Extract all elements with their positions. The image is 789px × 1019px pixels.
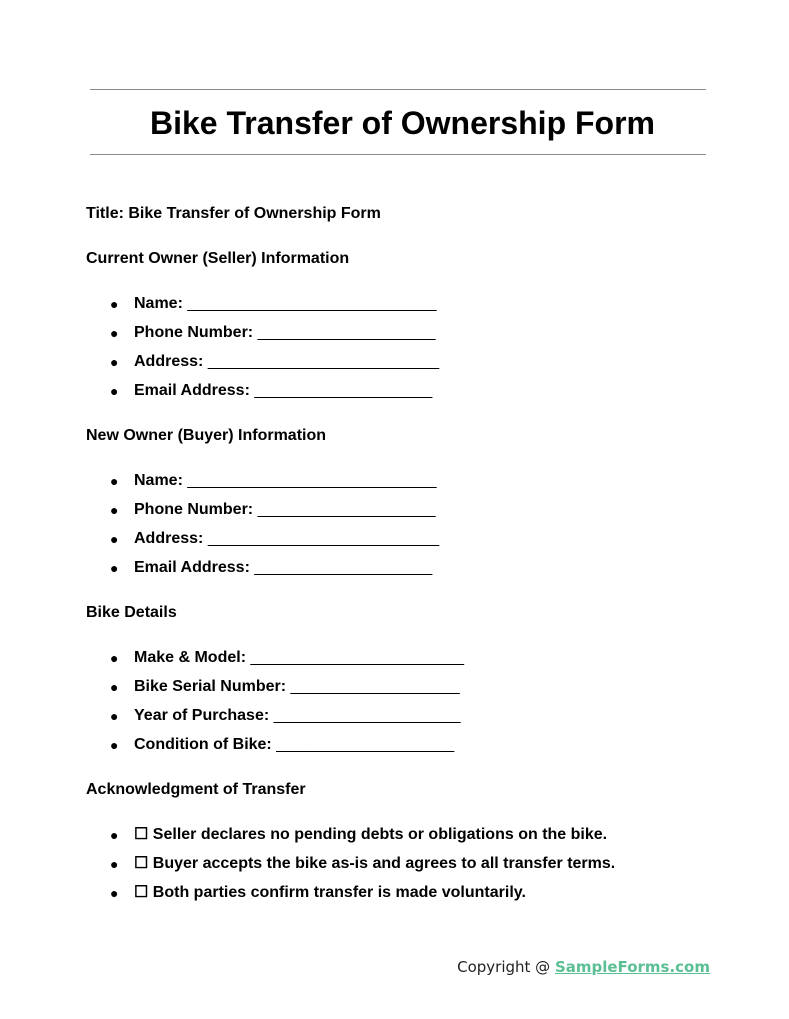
check-text: Buyer accepts the bike as-is and agrees to all transfer terms.	[152, 855, 616, 872]
year-of-purchase-field[interactable]	[86, 706, 726, 726]
bullet-icon: ●	[110, 296, 119, 312]
fill-blank[interactable]: __________________________	[207, 530, 440, 547]
top-divider	[90, 89, 706, 90]
copyright-footer	[457, 957, 710, 977]
ack-check-seller[interactable]	[86, 825, 726, 845]
field-label: Phone Number:	[134, 501, 254, 518]
buyer-email-field[interactable]	[86, 558, 726, 578]
field-label: Make & Model:	[134, 649, 247, 666]
section-heading-buyer: New Owner (Buyer) Information	[86, 427, 327, 444]
field-label: Year of Purchase:	[134, 707, 270, 724]
field-label: Address:	[134, 530, 204, 547]
section-heading-seller: Current Owner (Seller) Information	[86, 250, 350, 267]
fill-blank[interactable]: ____________________	[257, 501, 436, 518]
fill-blank[interactable]: ________________________	[250, 649, 465, 666]
bullet-icon: ●	[110, 383, 119, 399]
buyer-address-field[interactable]	[86, 529, 726, 549]
field-label: Name:	[134, 472, 183, 489]
field-label: Address:	[134, 353, 204, 370]
make-model-field[interactable]	[86, 648, 726, 668]
bike-detail-fields	[86, 648, 726, 755]
fill-blank[interactable]: _____________________	[273, 707, 461, 724]
field-label: Bike Serial Number:	[134, 678, 287, 695]
seller-phone-field[interactable]	[86, 323, 726, 343]
seller-fields	[86, 294, 726, 401]
field-label: Email Address:	[134, 559, 250, 576]
fill-blank[interactable]: ___________________	[290, 678, 460, 695]
field-label: Phone Number:	[134, 324, 254, 341]
ack-check-voluntary[interactable]	[86, 883, 726, 903]
bullet-icon: ●	[110, 354, 119, 370]
seller-name-field[interactable]	[86, 294, 726, 314]
fill-blank[interactable]: ____________________________	[187, 295, 437, 312]
bullet-icon: ●	[110, 560, 119, 576]
bullet-icon: ●	[110, 856, 119, 872]
copyright-text: Copyright @	[457, 958, 555, 976]
bullet-icon: ●	[110, 679, 119, 695]
title-line: Title: Bike Transfer of Ownership Form	[86, 205, 381, 222]
check-text: Seller declares no pending debts or obligations on the bike.	[152, 826, 608, 843]
sampleforms-link[interactable]: SampleForms.com	[554, 958, 710, 976]
field-label: Email Address:	[134, 382, 250, 399]
seller-email-field[interactable]	[86, 381, 726, 401]
section-heading-acknowledgment: Acknowledgment of Transfer	[86, 781, 306, 798]
bullet-icon: ●	[110, 650, 119, 666]
checkbox-icon[interactable]: ☐	[134, 826, 149, 843]
bullet-icon: ●	[110, 885, 119, 901]
serial-number-field[interactable]	[86, 677, 726, 697]
bullet-icon: ●	[110, 531, 119, 547]
bottom-divider	[90, 154, 706, 155]
checkbox-icon[interactable]: ☐	[134, 884, 149, 901]
bullet-icon: ●	[110, 737, 119, 753]
fill-blank[interactable]: ____________________	[254, 382, 433, 399]
bullet-icon: ●	[110, 708, 119, 724]
fill-blank[interactable]: ____________________	[257, 324, 436, 341]
bullet-icon: ●	[110, 502, 119, 518]
section-heading-bike-details: Bike Details	[86, 604, 177, 621]
checkbox-icon[interactable]: ☐	[134, 855, 149, 872]
seller-address-field[interactable]	[86, 352, 726, 372]
buyer-name-field[interactable]	[86, 471, 726, 491]
buyer-fields	[86, 471, 726, 578]
fill-blank[interactable]: ____________________	[254, 559, 433, 576]
field-label: Condition of Bike:	[134, 736, 272, 753]
buyer-phone-field[interactable]	[86, 500, 726, 520]
field-label: Name:	[134, 295, 183, 312]
form-body	[86, 204, 726, 928]
bullet-icon: ●	[110, 325, 119, 341]
acknowledgment-checks	[86, 825, 726, 903]
bullet-icon: ●	[110, 827, 119, 843]
check-text: Both parties confirm transfer is made voluntarily.	[152, 884, 526, 901]
fill-blank[interactable]: __________________________	[207, 353, 440, 370]
fill-blank[interactable]: ____________________________	[187, 472, 437, 489]
bullet-icon: ●	[110, 473, 119, 489]
ack-check-buyer[interactable]	[86, 854, 726, 874]
condition-field[interactable]	[86, 735, 726, 755]
document-title: Bike Transfer of Ownership Form	[150, 105, 655, 141]
fill-blank[interactable]: ____________________	[276, 736, 455, 753]
